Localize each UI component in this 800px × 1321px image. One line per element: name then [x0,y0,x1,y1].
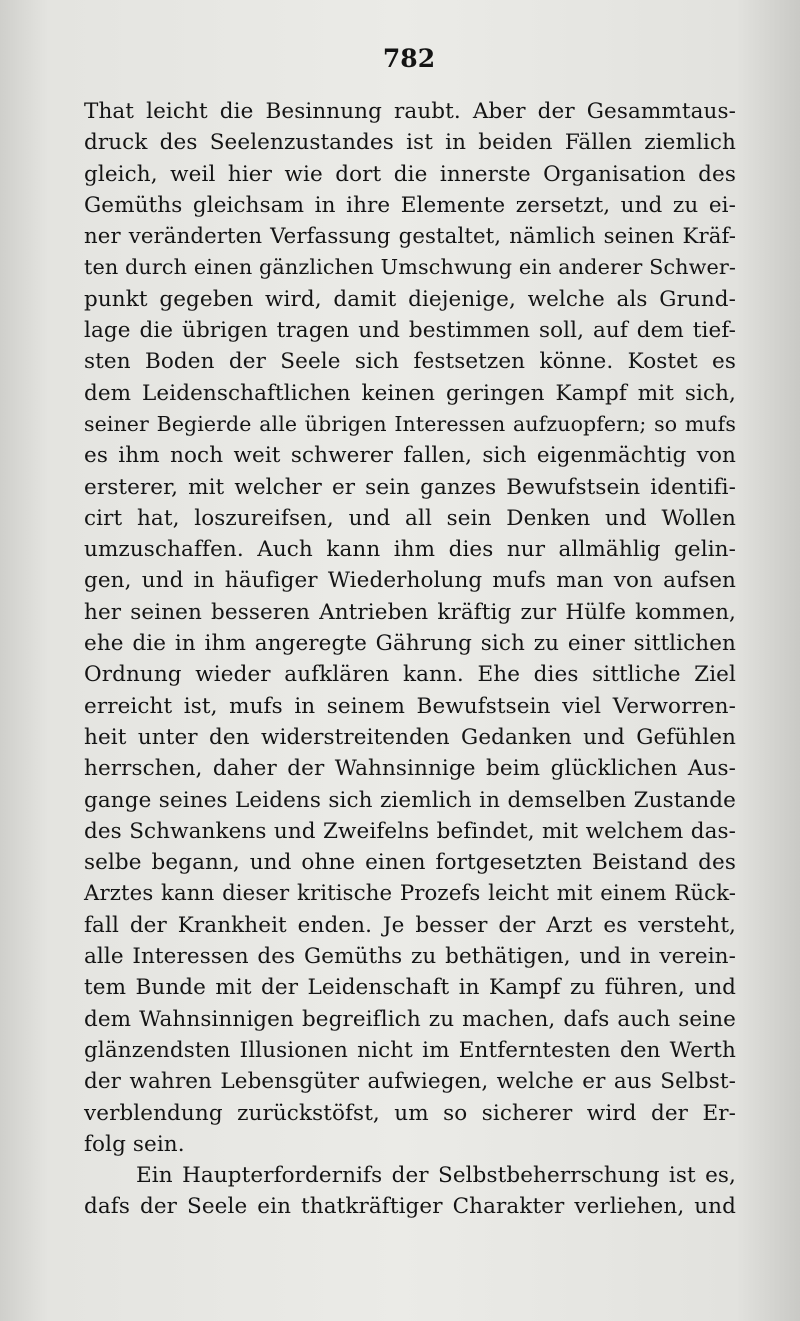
text-line: gleich, weil hier wie dort die innerste Organisation des [84,161,736,187]
text-line: erreicht ist, mufs in seinem Bewufstsein viel Verworren- [84,693,736,719]
text-line: gange seines Leidens sich ziemlich in demselben Zustande [84,787,736,813]
page-number: 782 [382,44,436,73]
text-line: herrschen, daher der Wahnsinnige beim glücklichen Aus- [84,756,736,782]
text-line: sten Boden der Seele sich festsetzen könne. Kostet es [84,349,736,375]
text-line: des Schwankens und Zweifelns befindet, mit welchem das- [84,818,736,844]
text-line: Arztes kann dieser kritische Prozefs leicht mit einem Rück- [84,881,736,907]
text-line: glänzendsten Illusionen nicht im Entferntesten den Werth [84,1037,736,1063]
text-line: druck des Seelenzustandes ist in beiden Fällen ziemlich [84,130,736,156]
text-line: ner veränderten Verfassung gestaltet, nämlich seinen Kräf- [84,224,736,250]
text-line: dafs der Seele ein thatkräftiger Charakter verliehen, und [84,1194,736,1220]
text-line: selbe begann, und ohne einen fortgesetzten Beistand des [84,850,736,876]
text-line: seiner Begierde alle übrigen Interessen aufzuopfern; so mufs [84,411,736,436]
text-line: her seinen besseren Antrieben kräftig zur Hülfe kommen, [84,599,736,625]
text-line: fall der Krankheit enden. Je besser der Arzt es versteht, [84,912,736,938]
text-line: ehe die in ihm angeregte Gährung sich zu einer sittlichen [84,631,736,657]
text-line: Gemüths gleichsam in ihre Elemente zersetzt, und zu ei- [84,192,736,218]
text-line: ten durch einen gänzlichen Umschwung ein anderer Schwer- [84,255,736,280]
text-line: umzuschaffen. Auch kann ihm dies nur allmählig gelin- [84,537,736,563]
text-line: folg sein. [84,1131,185,1157]
text-line: dem Wahnsinnigen begreiflich zu machen, dafs auch seine [84,1006,736,1032]
text-line: Ordnung wieder aufklären kann. Ehe dies sittliche Ziel [84,662,736,688]
text-line: gen, und in häufiger Wiederholung mufs man von aufsen [84,568,736,594]
text-line: dem Leidenschaftlichen keinen geringen Kampf mit sich, [84,380,736,406]
text-line: cirt hat, loszureifsen, und all sein Denken und Wollen [84,505,736,531]
text-line: lage die übrigen tragen und bestimmen soll, auf dem tief- [84,318,736,344]
text-line: alle Interessen des Gemüths zu bethätigen, und in verein- [84,944,736,970]
text-line: es ihm noch weit schwerer fallen, sich eigenmächtig von [84,443,736,469]
text-line: heit unter den widerstreitenden Gedanken und Gefühlen [84,724,736,750]
text-line: tem Bunde mit der Leidenschaft in Kampf zu führen, und [84,975,736,1001]
text-line: Ein Haupterfordernifs der Selbstbeherrschung ist es, [136,1163,736,1189]
text-line: ersterer, mit welcher er sein ganzes Bewufstsein identifi- [84,474,736,500]
body-text [84,96,736,1223]
text-line: That leicht die Besinnung raubt. Aber der Gesammtaus- [84,99,736,124]
text-line: der wahren Lebensgüter aufwiegen, welche er aus Selbst- [84,1069,736,1095]
text-line: verblendung zurückstöfst, um so sicherer wird der Er- [84,1100,736,1126]
text-line: punkt gegeben wird, damit diejenige, welche als Grund- [84,286,736,312]
